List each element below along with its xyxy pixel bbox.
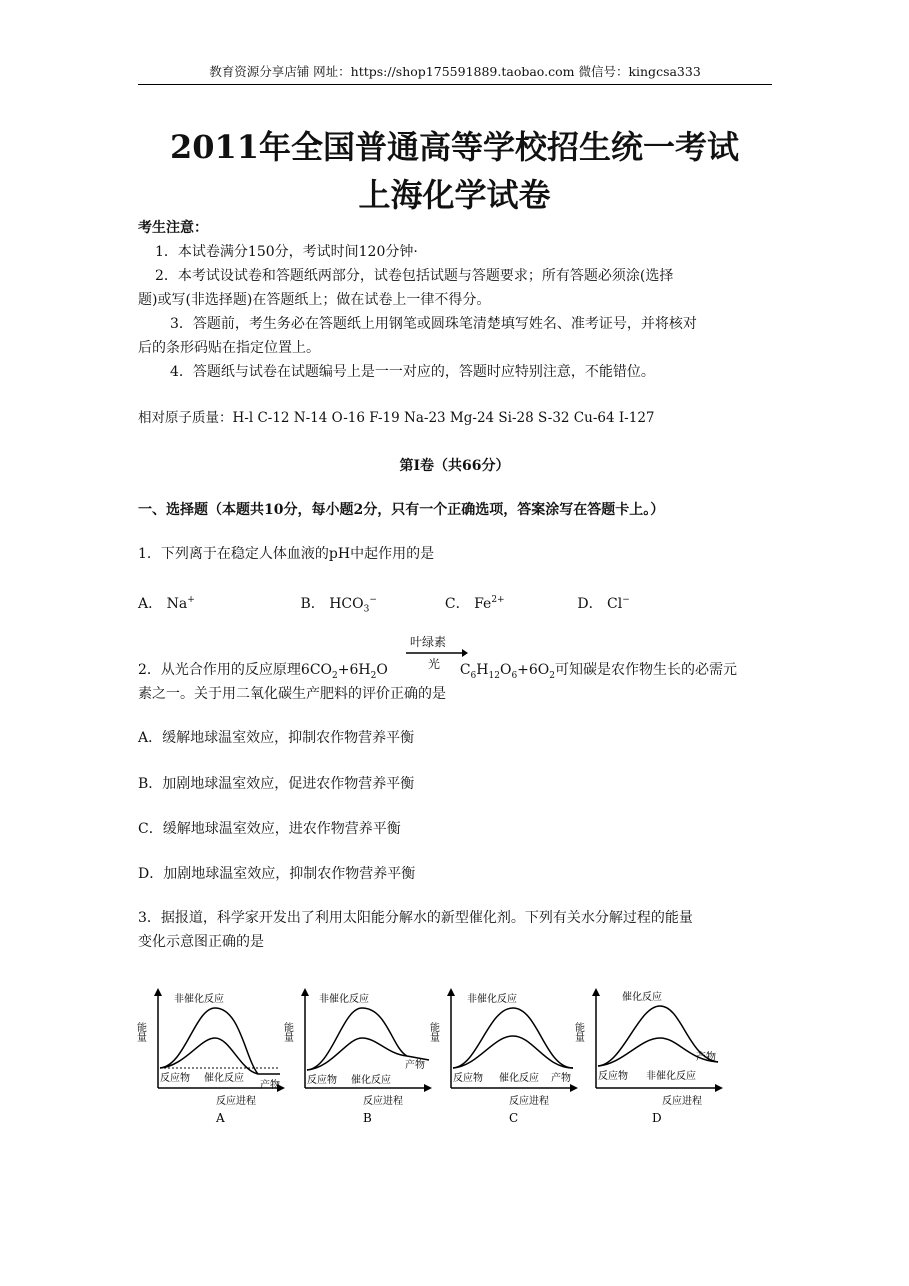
q2-option-a: A．缓解地球温室效应，抑制农作物营养平衡 [138, 730, 415, 746]
notice-item-3a: 3．答题前，考生务必在答题纸上用钢笔或圆珠笔清楚填写姓名、准考证号，并将核对 [170, 316, 697, 332]
notice-item-1: 1．本试卷满分150分，考试时间120分钟· [155, 244, 418, 260]
reactant-label: 反应物 [160, 1073, 190, 1084]
y-axis-label: 能量 [281, 1022, 293, 1042]
product-label: 产物 [696, 1052, 716, 1063]
x-axis-label: 反应进程 [662, 1096, 702, 1107]
catalyzed-label: 催化反应 [204, 1073, 244, 1084]
q2-option-c: C．缓解地球温室效应，进农作物营养平衡 [138, 821, 401, 837]
exam-subtitle: 上海化学试卷 [358, 176, 551, 214]
product-label: 产物 [551, 1073, 571, 1084]
page-header: 教育资源分享店铺 网址：https://shop175591889.taobao.com 微信号：kingcsa333 [138, 62, 772, 85]
catalyzed-label: 催化反应 [351, 1075, 391, 1086]
reactant-label: 反应物 [453, 1073, 483, 1084]
notice-item-2a: 2．本考试设试卷和答题纸两部分，试卷包括试题与答题要求；所有答题必须涂(选择 [155, 268, 674, 284]
uncatalyzed-label: 非催化反应 [646, 1071, 696, 1082]
y-axis-label: 能量 [134, 1022, 146, 1042]
energy-diagram-b [281, 988, 433, 1128]
q2-option-b: B．加剧地球温室效应，促进农作物营养平衡 [138, 776, 415, 792]
q1-option-c: C． $Fe^{2+}$ [444, 595, 505, 612]
arrow-label-bottom: 光 [428, 657, 441, 671]
q1-option-a: A． Na+ [138, 595, 195, 612]
q2-stem-line1: 2．从光合作用的反应原理$6CO_2+6H_2O$ $C_6H_{12}O_6+6O_2$可知碳是农作物生长的必需元 [138, 662, 738, 681]
notice-item-2b: 题)或写(非选择题)在答题纸上；做在试卷上一律不得分。 [138, 292, 491, 308]
product-label: 产物 [405, 1060, 425, 1071]
energy-diagram-c [427, 988, 579, 1128]
diagram-letter: C [509, 1111, 519, 1125]
uncatalyzed-label: 非催化反应 [174, 994, 224, 1005]
q2-option-d: D．加剧地球温室效应，抑制农作物营养平衡 [138, 866, 416, 882]
catalyzed-label-top: 催化反应 [622, 992, 662, 1003]
x-axis-label: 反应进程 [509, 1096, 549, 1107]
energy-diagram-d [572, 988, 724, 1128]
reactant-label: 反应物 [598, 1071, 628, 1082]
uncatalyzed-label: 非催化反应 [467, 994, 517, 1005]
arrow-label-top: 叶绿素 [410, 635, 447, 649]
diagram-letter: B [363, 1111, 372, 1125]
section-1-heading: 一、选择题（本题共10分，每小题2分，只有一个正确选项，答案涂写在答题卡上。） [138, 502, 665, 518]
reactant-label: 反应物 [307, 1075, 337, 1086]
exam-title: 2011年全国普通高等学校招生统一考试 [169, 128, 740, 166]
uncatalyzed-label: 非催化反应 [319, 994, 369, 1005]
diagram-letter: A [216, 1111, 225, 1125]
q1-stem: 1．下列离于在稳定人体血液的pH中起作用的是 [138, 546, 435, 562]
part-1-heading: 第I卷（共66分） [399, 458, 510, 474]
y-axis-label: 能量 [427, 1022, 439, 1042]
q1-option-d: D． Cl− [577, 595, 630, 612]
q1-option-b: B． $HCO_3^-$ [300, 595, 377, 615]
diagram-letter: D [652, 1111, 662, 1125]
y-axis-label: 能量 [572, 1022, 584, 1042]
notice-item-3b: 后的条形码贴在指定位置上。 [138, 340, 320, 356]
x-axis-label: 反应进程 [363, 1096, 403, 1107]
q2-stem-line2: 素之一。关于用二氧化碳生产肥料的评价正确的是 [138, 686, 446, 702]
q3-stem-line2: 变化示意图正确的是 [138, 934, 264, 950]
atomic-mass-line: 相对原子质量：H-l C-12 N-14 O-16 F-19 Na-23 Mg-24 Si-28 S-32 Cu-64 I-127 [138, 410, 655, 426]
notice-heading: 考生注意： [138, 220, 208, 236]
q3-stem-line1: 3．据报道，科学家开发出了利用太阳能分解水的新型催化剂。下列有关水分解过程的能量 [138, 910, 693, 926]
energy-diagram-a [134, 988, 286, 1128]
x-axis-label: 反应进程 [216, 1096, 256, 1107]
q1-options [138, 588, 778, 621]
catalyzed-label: 催化反应 [499, 1073, 539, 1084]
notice-item-4: 4．答题纸与试卷在试题编号上是一一对应的，答题时应特别注意，不能错位。 [170, 364, 655, 380]
product-label: 产物 [260, 1080, 280, 1091]
